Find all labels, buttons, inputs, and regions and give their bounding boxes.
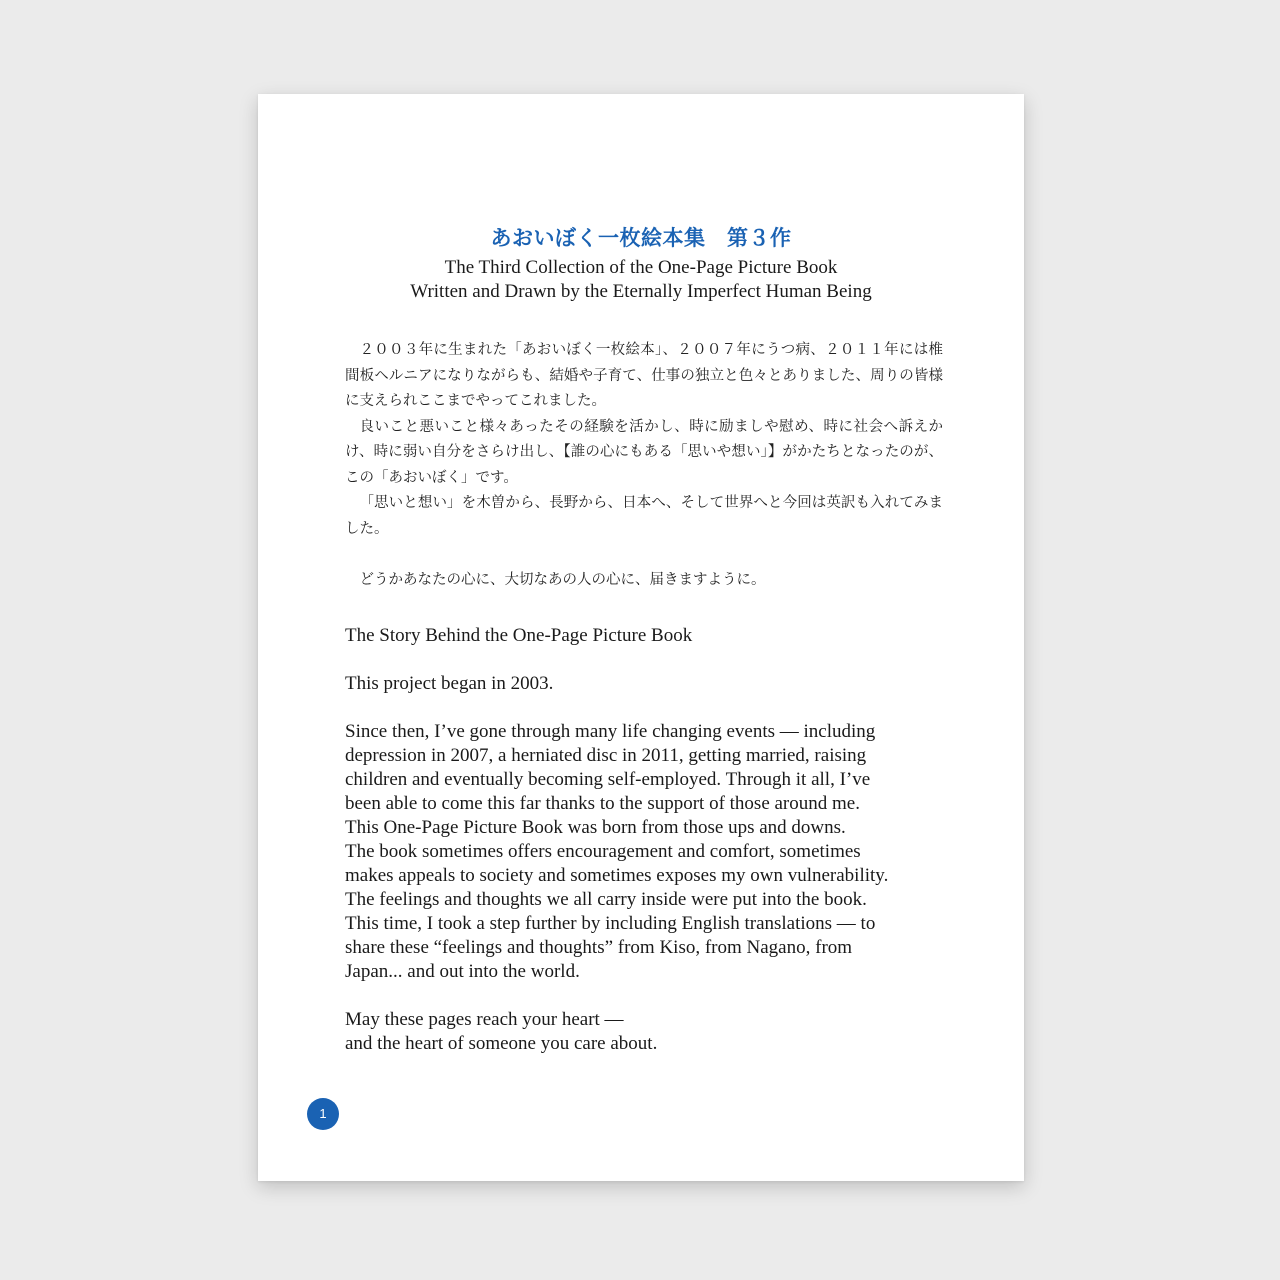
english-subtitle-line2: Written and Drawn by the Eternally Imperfect Human Being [410,281,872,302]
english-body-line: been able to come this far thanks to the support of those around me. [345,793,860,814]
english-body-line: Since then, I’ve gone through many life changing events — including [345,721,876,742]
english-body-line: This time, I took a step further by including English translations — to [345,913,876,934]
japanese-paragraph: 「思いと想い」を木曽から、長野から、日本へ、そして世界へと今回は英訳も入れてみました。 [345,495,943,537]
page-number-badge: 1 [307,1098,339,1130]
english-body-line: makes appeals to society and sometimes exposes my own vulnerability. [345,865,889,886]
english-body-line: This One-Page Picture Book was born from those ups and downs. [345,817,846,838]
english-intro: This project began in 2003. [345,673,554,694]
english-closing-line: May these pages reach your heart — [345,1009,624,1030]
english-body-line: Japan... and out into the world. [345,961,580,982]
english-body-line: depression in 2007, a herniated disc in 2011, getting married, raising [345,745,867,766]
japanese-title: あおいぼく一枚絵本集 第３作 [490,226,792,250]
english-subtitle-line1: The Third Collection of the One-Page Picture Book [444,257,838,278]
japanese-closing: どうかあなたの心に、大切なあの人の心に、届きますように。 [359,571,766,588]
japanese-paragraph: 良いこと悪いこと様々あったその経験を活かし、時に励ましや慰め、時に社会へ訴えかけ、時に弱い自分をさらけ出し、【誰の心にもある「思いや想い」】がかたちとなったのが、この「あおいぼく」です。 [345,418,943,486]
english-closing [345,1008,945,1056]
document-page [258,94,1024,1181]
japanese-introduction [345,338,943,593]
english-body-line: The feelings and thoughts we all carry inside were put into the book. [345,889,867,910]
english-body-line: The book sometimes offers encouragement and comfort, sometimes [345,841,861,862]
english-body-paragraph [345,720,945,984]
english-closing-line: and the heart of someone you care about. [345,1033,658,1054]
japanese-paragraph: ２００３年に生まれた「あおいぼく一枚絵本」、２００７年にうつ病、２０１１年には椎間板ヘルニアになりながらも、結婚や子育て、仕事の独立と色々とありました、周りの皆様に支えられここまでやってこれました。 [345,342,943,409]
english-introduction [345,624,945,1080]
english-heading: The Story Behind the One-Page Picture Book [345,625,693,646]
english-body-line: share these “feelings and thoughts” from Kiso, from Nagano, from [345,937,853,958]
english-body-line: children and eventually becoming self-employed. Through it all, I’ve [345,769,871,790]
